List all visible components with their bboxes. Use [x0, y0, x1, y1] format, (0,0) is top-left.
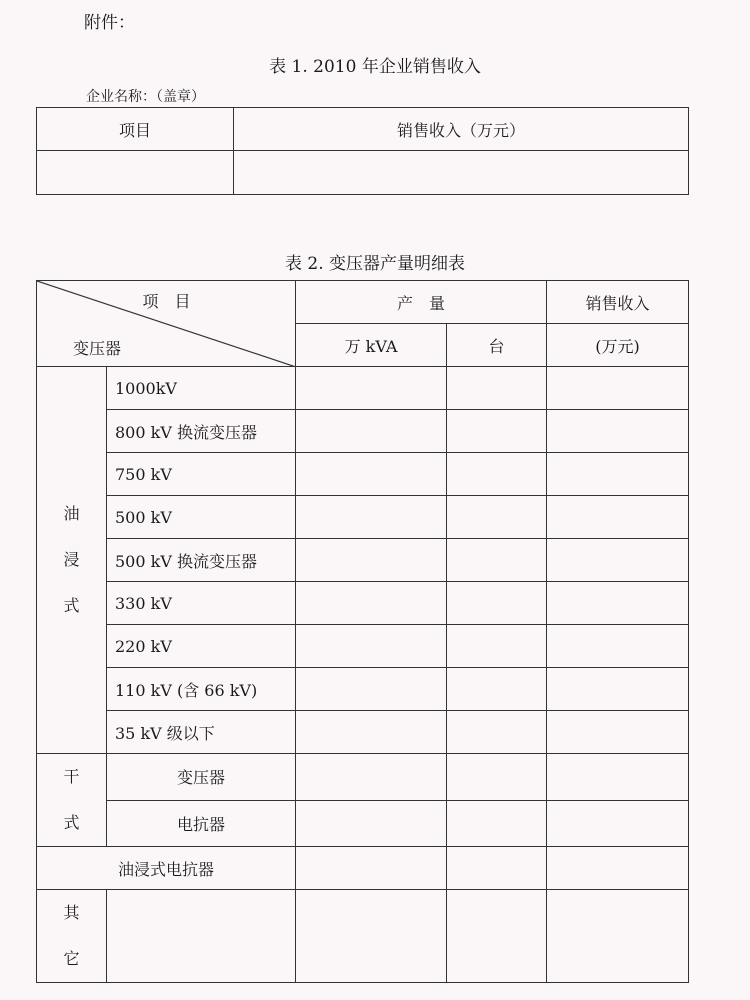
data-cell[interactable] [296, 711, 447, 754]
header-unit-kva: 万 kVA [296, 324, 447, 367]
dry-group-label [37, 754, 107, 847]
table1-header-revenue: 销售收入（万元） [234, 108, 689, 151]
data-cell[interactable] [447, 800, 547, 847]
data-cell[interactable] [547, 453, 689, 496]
header-output: 产 量 [296, 281, 547, 324]
data-cell[interactable] [547, 754, 689, 801]
dry-group-label-char: 干 [63, 767, 80, 786]
data-cell[interactable] [296, 847, 447, 890]
oil-group-label [37, 367, 107, 754]
data-cell[interactable] [447, 410, 547, 453]
data-cell[interactable] [447, 625, 547, 668]
oil-reactor-label: 油浸式电抗器 [37, 847, 296, 890]
row-label: 800 kV 换流变压器 [107, 410, 296, 453]
data-cell[interactable] [447, 668, 547, 711]
data-cell[interactable] [547, 890, 689, 983]
data-cell[interactable] [447, 754, 547, 801]
table1-cell-item[interactable] [37, 151, 234, 195]
table-row [37, 453, 689, 496]
data-cell[interactable] [547, 582, 689, 625]
table-row [37, 800, 689, 847]
oil-group-label-char: 油 [63, 504, 80, 523]
data-cell[interactable] [447, 539, 547, 582]
table-row [37, 711, 689, 754]
data-cell[interactable] [547, 367, 689, 410]
data-cell[interactable] [547, 800, 689, 847]
table1-title: 表 1. 2010 年企业销售收入 [269, 57, 481, 77]
row-label: 1000kV [107, 367, 296, 410]
data-cell[interactable] [547, 711, 689, 754]
data-cell[interactable] [447, 582, 547, 625]
data-cell[interactable] [296, 625, 447, 668]
table-row [37, 625, 689, 668]
table-row [37, 496, 689, 539]
diagonal-header-cell [37, 281, 296, 367]
data-cell[interactable] [447, 496, 547, 539]
data-cell[interactable] [547, 847, 689, 890]
dry-group-label-char: 式 [63, 813, 80, 832]
data-cell[interactable] [547, 625, 689, 668]
data-cell[interactable] [447, 847, 547, 890]
table-row [37, 539, 689, 582]
row-label: 500 kV 换流变压器 [107, 539, 296, 582]
company-name-label: 企业名称：（盖章） [86, 89, 205, 105]
oil-group-label-char: 浸 [63, 550, 80, 569]
header-sales-line1: 销售收入 [547, 281, 689, 324]
data-cell[interactable] [107, 890, 296, 983]
data-cell[interactable] [296, 890, 447, 983]
row-label: 110 kV (含 66 kV) [107, 668, 296, 711]
other-group-label [37, 890, 107, 983]
data-cell[interactable] [296, 367, 447, 410]
data-cell[interactable] [547, 539, 689, 582]
table2-title: 表 2. 变压器产量明细表 [284, 254, 466, 274]
data-cell[interactable] [296, 582, 447, 625]
data-cell[interactable] [296, 496, 447, 539]
data-cell[interactable] [547, 668, 689, 711]
data-cell[interactable] [296, 539, 447, 582]
header-item: 项 目 [142, 292, 191, 311]
header-unit-set: 台 [447, 324, 547, 367]
row-label: 变压器 [107, 754, 296, 801]
data-cell[interactable] [296, 410, 447, 453]
data-cell[interactable] [447, 453, 547, 496]
other-group-label-char: 其 [63, 903, 80, 922]
row-label: 500 kV [107, 496, 296, 539]
oil-group-label-char: 式 [63, 596, 80, 615]
table-row [37, 410, 689, 453]
data-cell[interactable] [296, 668, 447, 711]
transformer-output-table [36, 280, 689, 983]
data-cell[interactable] [296, 754, 447, 801]
other-group-label-char: 它 [63, 949, 80, 968]
sales-revenue-table [36, 107, 689, 195]
row-label: 750 kV [107, 453, 296, 496]
row-label: 35 kV 级以下 [107, 711, 296, 754]
table-row [37, 668, 689, 711]
row-label: 电抗器 [107, 800, 296, 847]
table-row [37, 367, 689, 410]
row-label: 330 kV [107, 582, 296, 625]
data-cell[interactable] [547, 496, 689, 539]
data-cell[interactable] [547, 410, 689, 453]
attachment-label: 附件： [84, 13, 135, 33]
table-row [37, 582, 689, 625]
data-cell[interactable] [296, 800, 447, 847]
table1-cell-revenue[interactable] [234, 151, 689, 195]
data-cell[interactable] [447, 711, 547, 754]
data-cell[interactable] [296, 453, 447, 496]
table-row [37, 754, 689, 801]
header-transformer: 变压器 [73, 339, 122, 358]
table1-header-item: 项目 [37, 108, 234, 151]
data-cell[interactable] [447, 890, 547, 983]
row-label: 220 kV [107, 625, 296, 668]
header-sales-line2: (万元) [547, 324, 689, 367]
data-cell[interactable] [447, 367, 547, 410]
